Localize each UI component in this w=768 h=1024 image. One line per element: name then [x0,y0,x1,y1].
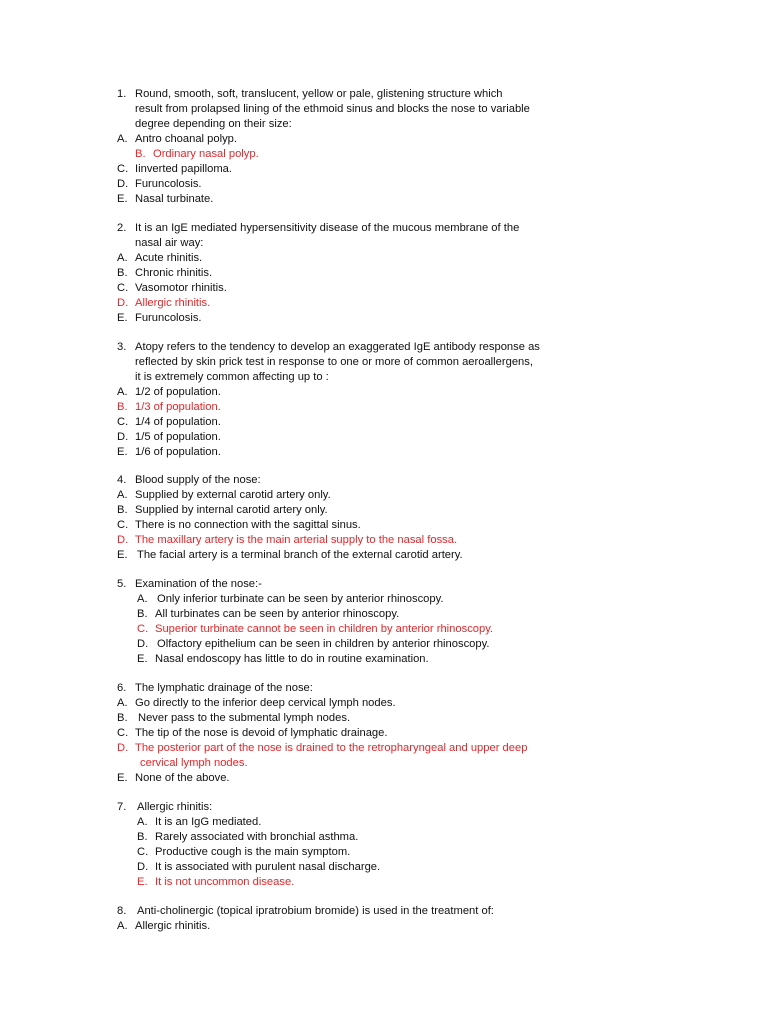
option-letter: A. [137,816,148,828]
answer-option [0,607,768,622]
answer-option [0,711,768,726]
option-text: Furuncolosis. [135,178,202,190]
answer-option [0,696,768,711]
answer-option [0,503,768,518]
question-stem-line: 7. Allergic rhinitis: [117,801,213,813]
option-letter: E. [117,193,128,205]
answer-option-correct [0,296,768,311]
option-letter: E. [117,312,128,324]
answer-option-continuation [0,756,768,771]
question-stem-line: nasal air way: [135,237,204,249]
answer-option [0,830,768,845]
answer-option [0,430,768,445]
option-letter: C. [117,282,129,294]
answer-option [0,860,768,875]
answer-option [0,518,768,533]
option-letter: B. [117,504,128,516]
answer-option-correct [0,147,768,162]
question-number: 3. [117,341,127,353]
option-letter: B. [135,148,146,160]
answer-option-correct [0,875,768,890]
answer-option [0,415,768,430]
option-letter: D. [117,178,129,190]
option-letter: A. [117,920,128,932]
option-letter: B. [117,267,128,279]
option-letter: A. [117,697,128,709]
option-text: Iinverted papilloma. [135,163,233,175]
option-text: Productive cough is the main symptom. [155,846,351,858]
option-text: Acute rhinitis. [135,252,203,264]
option-letter: E. [117,446,128,458]
option-letter: A. [117,386,128,398]
question-stem-line: 4. Blood supply of the nose: [117,474,261,486]
option-text: Superior turbinate cannot be seen in children by anterior rhinoscopy. [155,623,494,635]
answer-option [0,919,768,934]
option-letter: C. [117,163,129,175]
question-stem-line: 2. It is an IgE mediated hypersensitivity disease of the mucous membrane of the [117,222,520,234]
option-letter: B. [137,831,148,843]
answer-option [0,726,768,741]
option-letter: C. [117,519,129,531]
option-text: Antro choanal polyp. [135,133,237,145]
answer-option [0,592,768,607]
answer-option [0,281,768,296]
answer-option [0,548,768,563]
option-letter: D. [137,861,149,873]
option-text: Furuncolosis. [135,312,202,324]
answer-option [0,637,768,652]
option-letter: A. [117,489,128,501]
option-letter: D. [137,638,149,650]
question-stem-line: degree depending on their size: [135,118,292,130]
answer-option [0,177,768,192]
option-letter: C. [137,623,149,635]
option-text: Vasomotor rhinitis. [135,282,227,294]
option-letter: E. [137,876,148,888]
option-letter: A. [117,133,128,145]
option-text: Rarely associated with bronchial asthma. [155,831,359,843]
option-letter: D. [117,431,129,443]
question-stem-line: 8. Anti-cholinergic (topical ipratrobium bromide) is used in the treatment of: [117,905,494,917]
question-number: 7. [117,801,127,813]
question-stem-line: 1. Round, smooth, soft, translucent, yellow or pale, glistening structure which [117,88,503,100]
answer-option-correct [0,741,768,756]
option-text: 1/5 of population. [135,431,221,443]
option-letter: D. [117,297,129,309]
answer-option [0,845,768,860]
question-stem-line: 6. The lymphatic drainage of the nose: [117,682,313,694]
answer-option-correct [0,400,768,415]
option-text: 1/3 of population. [135,401,221,413]
option-text: Never pass to the submental lymph nodes. [138,712,351,724]
answer-option [0,132,768,147]
option-letter: D. [117,742,129,754]
option-letter: E. [117,549,128,561]
option-text: Supplied by internal carotid artery only. [135,504,328,516]
option-text: There is no connection with the sagittal sinus. [135,519,361,531]
option-text: Supplied by external carotid artery only. [135,489,331,501]
answer-option [0,652,768,667]
option-text: Only inferior turbinate can be seen by anterior rhinoscopy. [157,593,444,605]
option-text: cervical lymph nodes. [140,757,248,769]
option-text: All turbinates can be seen by anterior rhinoscopy. [155,608,400,620]
question-stem-line: 5. Examination of the nose:- [117,578,262,590]
answer-option [0,488,768,503]
answer-option [0,815,768,830]
question-stem-line: it is extremely common affecting up to : [135,371,329,383]
option-letter: B. [117,401,128,413]
option-letter: B. [117,712,128,724]
option-text: Olfactory epithelium can be seen in children by anterior rhinoscopy. [157,638,490,650]
option-text: It is not uncommon disease. [155,876,295,888]
answer-option [0,162,768,177]
answer-option [0,192,768,207]
option-text: Nasal turbinate. [135,193,214,205]
option-letter: C. [137,846,149,858]
option-letter: B. [137,608,148,620]
option-letter: C. [117,416,129,428]
option-text: The tip of the nose is devoid of lymphatic drainage. [135,727,388,739]
question-stem-line: result from prolapsed lining of the ethmoid sinus and blocks the nose to variable [135,103,530,115]
option-text: It is associated with purulent nasal discharge. [155,861,381,873]
option-text: None of the above. [135,772,230,784]
question-number: 5. [117,578,127,590]
question-number: 4. [117,474,127,486]
option-text: The posterior part of the nose is drained to the retropharyngeal and upper deep [135,742,528,754]
option-text: 1/4 of population. [135,416,221,428]
option-text: Chronic rhinitis. [135,267,213,279]
answer-option [0,771,768,786]
answer-option-correct [0,533,768,548]
option-letter: E. [117,772,128,784]
answer-option [0,266,768,281]
answer-option-correct [0,622,768,637]
option-letter: E. [137,653,148,665]
answer-option [0,385,768,400]
option-text: Allergic rhinitis. [135,920,211,932]
option-text: Go directly to the inferior deep cervical lymph nodes. [135,697,396,709]
option-text: It is an IgG mediated. [155,816,262,828]
answer-option [0,311,768,326]
option-text: The maxillary artery is the main arterial supply to the nasal fossa. [135,534,458,546]
question-number: 1. [117,88,127,100]
option-letter: A. [117,252,128,264]
answer-option [0,251,768,266]
option-letter: D. [117,534,129,546]
option-text: The facial artery is a terminal branch of the external carotid artery. [137,549,463,561]
question-number: 2. [117,222,127,234]
question-number: 6. [117,682,127,694]
option-letter: C. [117,727,129,739]
option-letter: A. [137,593,148,605]
option-text: 1/2 of population. [135,386,221,398]
option-text: Ordinary nasal polyp. [153,148,259,160]
question-number: 8. [117,905,127,917]
question-stem-line: 3. Atopy refers to the tendency to develop an exaggerated IgE antibody response as [117,341,540,353]
option-text: Nasal endoscopy has little to do in routine examination. [155,653,429,665]
option-text: 1/6 of population. [135,446,221,458]
answer-option [0,445,768,460]
option-text: Allergic rhinitis. [135,297,211,309]
question-stem-line: reflected by skin prick test in response to one or more of common aeroallergens, [135,356,533,368]
